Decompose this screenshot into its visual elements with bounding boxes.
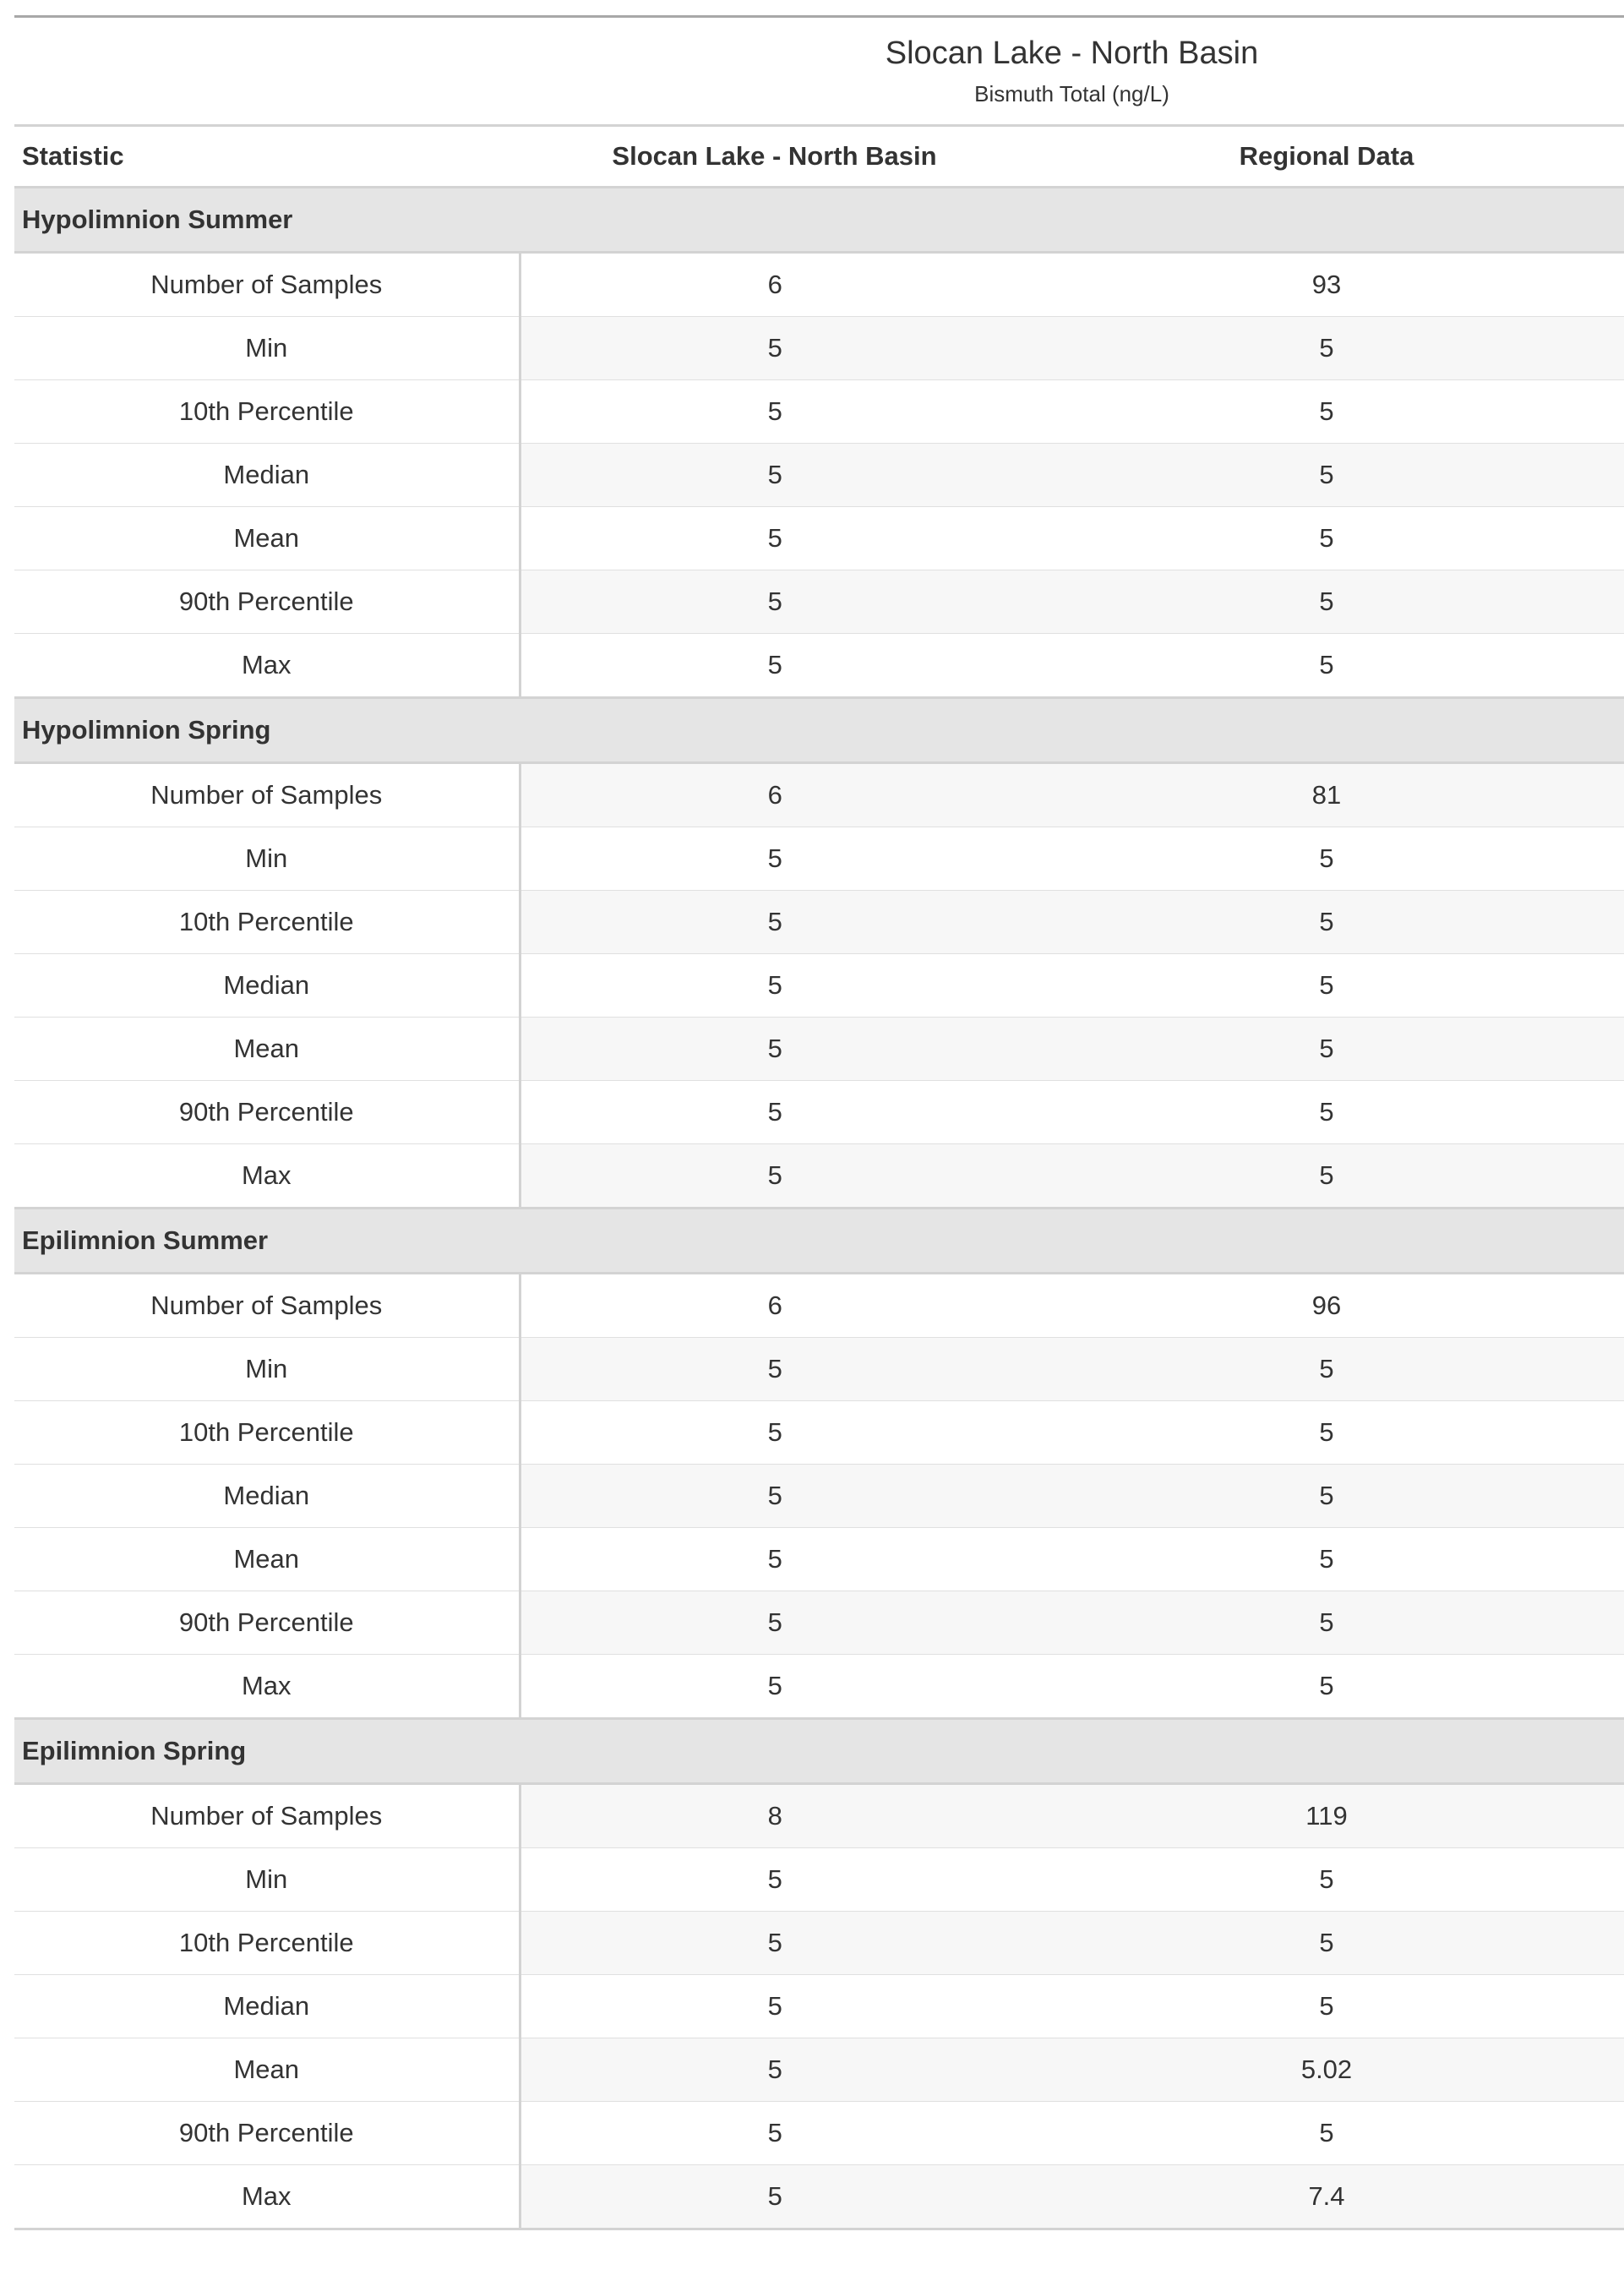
site-value-cell: 6: [520, 763, 1029, 827]
table-row: [14, 1465, 1624, 1528]
group-label: Epilimnion Summer: [14, 1209, 1624, 1274]
regional-value-cell: 5: [1029, 570, 1624, 634]
site-value-cell: 5: [520, 1912, 1029, 1975]
regional-value-cell: 5: [1029, 317, 1624, 380]
statistic-cell: Number of Samples: [14, 253, 520, 317]
group-header-row: [14, 1719, 1624, 1784]
site-value-cell: 5: [520, 1591, 1029, 1655]
table-row: [14, 2165, 1624, 2229]
statistic-cell: 90th Percentile: [14, 2102, 520, 2165]
site-value-cell: 5: [520, 1975, 1029, 2038]
statistic-cell: Max: [14, 634, 520, 698]
regional-value-cell: 5: [1029, 1655, 1624, 1719]
statistic-cell: 10th Percentile: [14, 380, 520, 444]
group-header-row: [14, 188, 1624, 253]
summary-table-container: [14, 15, 1624, 2230]
regional-value-cell: 5: [1029, 507, 1624, 570]
column-header-row: [14, 126, 1624, 188]
table-header: [14, 17, 1624, 188]
regional-value-cell: 93: [1029, 253, 1624, 317]
site-value-cell: 5: [520, 1338, 1029, 1401]
statistic-cell: Min: [14, 317, 520, 380]
table-row: [14, 1912, 1624, 1975]
site-value-cell: 5: [520, 570, 1029, 634]
regional-value-cell: 5: [1029, 1338, 1624, 1401]
regional-value-cell: 5: [1029, 1465, 1624, 1528]
statistic-cell: 10th Percentile: [14, 1401, 520, 1465]
statistics-table: [14, 15, 1624, 2230]
table-row: [14, 570, 1624, 634]
statistic-cell: Median: [14, 444, 520, 507]
column-header-site: Slocan Lake - North Basin: [520, 126, 1029, 188]
site-value-cell: 5: [520, 380, 1029, 444]
title-row: [14, 17, 1624, 126]
regional-value-cell: 5.02: [1029, 2038, 1624, 2102]
table-row: [14, 1274, 1624, 1338]
site-value-cell: 5: [520, 1655, 1029, 1719]
site-value-cell: 5: [520, 444, 1029, 507]
statistic-cell: Median: [14, 954, 520, 1018]
group-section: [14, 1719, 1624, 2229]
regional-value-cell: 5: [1029, 1018, 1624, 1081]
statistic-cell: 10th Percentile: [14, 891, 520, 954]
group-label: Epilimnion Spring: [14, 1719, 1624, 1784]
table-row: [14, 954, 1624, 1018]
table-row: [14, 1784, 1624, 1848]
table-row: [14, 1975, 1624, 2038]
site-value-cell: 5: [520, 1401, 1029, 1465]
table-row: [14, 2102, 1624, 2165]
group-section: [14, 188, 1624, 698]
regional-value-cell: 96: [1029, 1274, 1624, 1338]
regional-value-cell: 5: [1029, 1975, 1624, 2038]
regional-value-cell: 5: [1029, 1081, 1624, 1144]
table-row: [14, 2038, 1624, 2102]
regional-value-cell: 5: [1029, 1401, 1624, 1465]
table-row: [14, 634, 1624, 698]
site-value-cell: 5: [520, 1018, 1029, 1081]
site-value-cell: 5: [520, 2102, 1029, 2165]
statistic-cell: Number of Samples: [14, 1784, 520, 1848]
statistic-cell: Mean: [14, 1528, 520, 1591]
title-cell: [14, 17, 1624, 126]
regional-value-cell: 5: [1029, 1912, 1624, 1975]
table-row: [14, 1655, 1624, 1719]
group-label: Hypolimnion Summer: [14, 188, 1624, 253]
statistic-cell: Median: [14, 1975, 520, 2038]
statistic-cell: Mean: [14, 2038, 520, 2102]
site-value-cell: 5: [520, 1528, 1029, 1591]
title-block: [14, 18, 1624, 109]
group-label: Hypolimnion Spring: [14, 698, 1624, 763]
site-value-cell: 6: [520, 253, 1029, 317]
site-value-cell: 5: [520, 1144, 1029, 1209]
table-row: [14, 827, 1624, 891]
statistic-cell: Max: [14, 2165, 520, 2229]
table-row: [14, 253, 1624, 317]
table-row: [14, 1401, 1624, 1465]
regional-value-cell: 5: [1029, 1144, 1624, 1209]
group-section: [14, 698, 1624, 1209]
table-row: [14, 1848, 1624, 1912]
statistic-cell: 10th Percentile: [14, 1912, 520, 1975]
column-header-regional: Regional Data: [1029, 126, 1624, 188]
statistic-cell: Max: [14, 1655, 520, 1719]
site-value-cell: 5: [520, 317, 1029, 380]
regional-value-cell: 5: [1029, 954, 1624, 1018]
table-row: [14, 1528, 1624, 1591]
regional-value-cell: 5: [1029, 634, 1624, 698]
regional-value-cell: 5: [1029, 380, 1624, 444]
table-row: [14, 1018, 1624, 1081]
site-value-cell: 6: [520, 1274, 1029, 1338]
regional-value-cell: 5: [1029, 891, 1624, 954]
table-row: [14, 1144, 1624, 1209]
regional-value-cell: 5: [1029, 2102, 1624, 2165]
regional-value-cell: 7.4: [1029, 2165, 1624, 2229]
table-subtitle: Bismuth Total (ng/L): [974, 81, 1169, 106]
table-row: [14, 1591, 1624, 1655]
regional-value-cell: 81: [1029, 763, 1624, 827]
regional-value-cell: 5: [1029, 1591, 1624, 1655]
table-row: [14, 1338, 1624, 1401]
statistic-cell: Median: [14, 1465, 520, 1528]
site-value-cell: 8: [520, 1784, 1029, 1848]
table-row: [14, 380, 1624, 444]
site-value-cell: 5: [520, 634, 1029, 698]
statistic-cell: 90th Percentile: [14, 570, 520, 634]
site-value-cell: 5: [520, 954, 1029, 1018]
group-header-row: [14, 1209, 1624, 1274]
table-row: [14, 507, 1624, 570]
statistic-cell: Number of Samples: [14, 763, 520, 827]
regional-value-cell: 5: [1029, 1848, 1624, 1912]
statistic-cell: Number of Samples: [14, 1274, 520, 1338]
statistic-cell: 90th Percentile: [14, 1081, 520, 1144]
group-section: [14, 1209, 1624, 1719]
column-header-statistic: Statistic: [14, 126, 520, 188]
table-row: [14, 317, 1624, 380]
table-row: [14, 891, 1624, 954]
statistic-cell: Mean: [14, 1018, 520, 1081]
group-header-row: [14, 698, 1624, 763]
statistic-cell: Max: [14, 1144, 520, 1209]
statistic-cell: Min: [14, 1848, 520, 1912]
site-value-cell: 5: [520, 507, 1029, 570]
site-value-cell: 5: [520, 891, 1029, 954]
statistic-cell: Min: [14, 827, 520, 891]
site-value-cell: 5: [520, 827, 1029, 891]
table-row: [14, 763, 1624, 827]
statistic-cell: 90th Percentile: [14, 1591, 520, 1655]
table-title: Slocan Lake - North Basin: [885, 35, 1259, 71]
site-value-cell: 5: [520, 2038, 1029, 2102]
site-value-cell: 5: [520, 1848, 1029, 1912]
regional-value-cell: 5: [1029, 827, 1624, 891]
regional-value-cell: 119: [1029, 1784, 1624, 1848]
site-value-cell: 5: [520, 1465, 1029, 1528]
site-value-cell: 5: [520, 1081, 1029, 1144]
statistic-cell: Mean: [14, 507, 520, 570]
statistic-cell: Min: [14, 1338, 520, 1401]
regional-value-cell: 5: [1029, 444, 1624, 507]
site-value-cell: 5: [520, 2165, 1029, 2229]
table-row: [14, 1081, 1624, 1144]
regional-value-cell: 5: [1029, 1528, 1624, 1591]
table-row: [14, 444, 1624, 507]
